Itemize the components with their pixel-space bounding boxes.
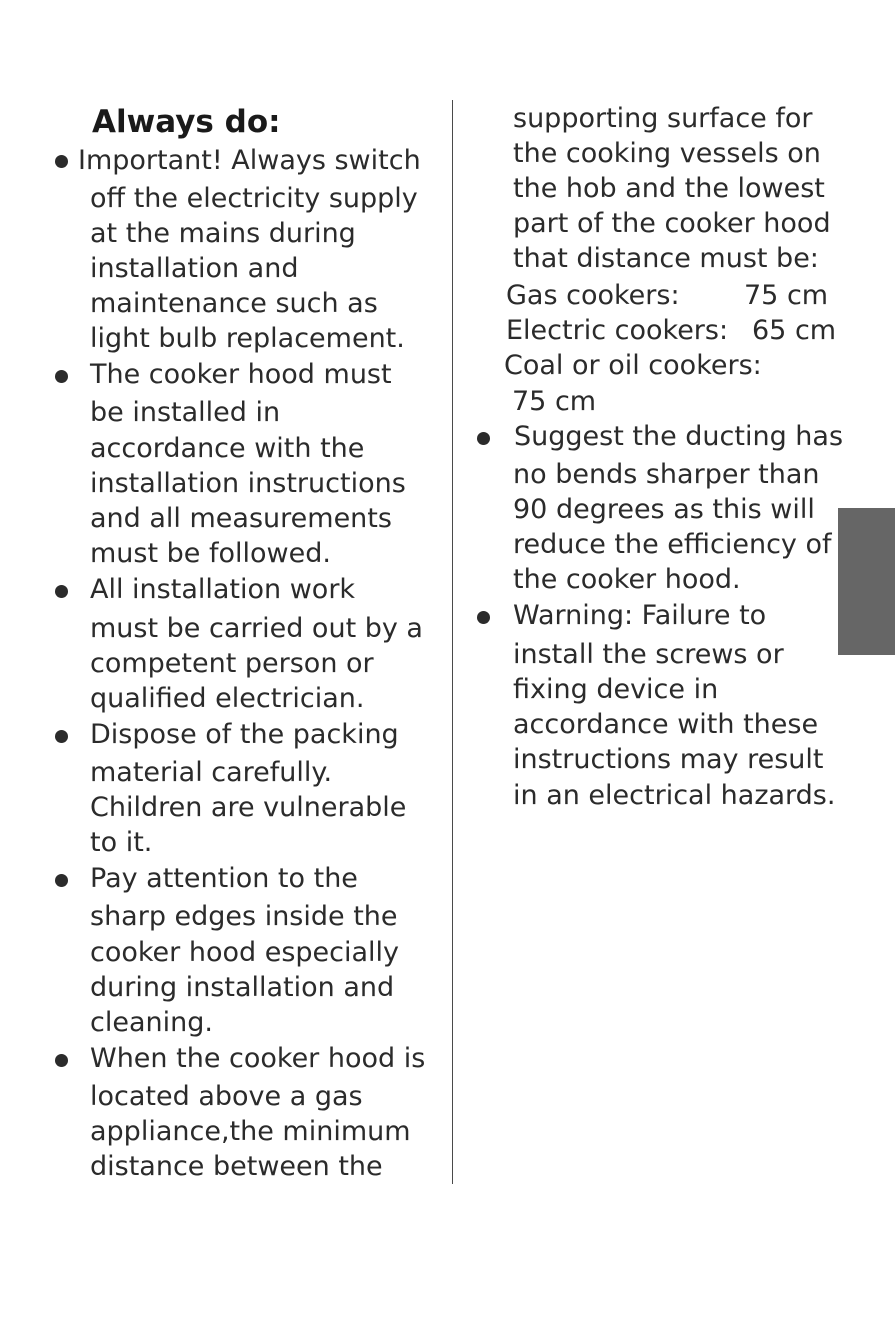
list-item-line: installation instructions — [90, 468, 406, 499]
measurement-value: 65 cm — [752, 315, 837, 346]
list-item-line: be installed in — [90, 397, 281, 428]
list-item-line: light bulb replacement. — [90, 323, 405, 354]
bullet-icon — [55, 155, 68, 168]
list-item-line: maintenance such as — [90, 288, 378, 319]
list-item-line: sharp edges inside the — [90, 901, 398, 932]
list-item-line: Important! Always switch — [78, 145, 421, 176]
bullet-icon — [477, 611, 490, 624]
bullet-icon — [55, 1054, 68, 1067]
list-item-line: to it. — [90, 827, 153, 858]
list-item-line: must be carried out by a — [90, 613, 423, 644]
bullet-icon — [55, 370, 68, 383]
continuation-line: the hob and the lowest — [513, 173, 825, 204]
list-item-line: in an electrical hazards. — [513, 780, 836, 811]
list-item-line: Children are vulnerable — [90, 792, 407, 823]
list-item-line: fixing device in — [513, 674, 719, 705]
measurement-label: Electric cookers: — [506, 315, 729, 346]
list-item-line: installation and — [90, 253, 299, 284]
list-item-line: and all measurements — [90, 503, 392, 534]
list-item-line: cooker hood especially — [90, 937, 400, 968]
list-item-line: at the mains during — [90, 218, 356, 249]
list-item-line: qualified electrician. — [90, 683, 365, 714]
list-item-line: instructions may result — [513, 744, 824, 775]
list-item-line: The cooker hood must — [90, 359, 392, 390]
list-item-line: accordance with these — [513, 709, 819, 740]
measurement-value: 75 cm — [744, 280, 829, 311]
list-item-line: distance between the — [90, 1151, 383, 1182]
bullet-icon — [477, 432, 490, 445]
list-item-line: When the cooker hood is — [90, 1043, 426, 1074]
list-item-line: must be followed. — [90, 538, 331, 569]
list-item-line: Warning: Failure to — [513, 600, 767, 631]
list-item-line: competent person or — [90, 648, 374, 679]
continuation-line: the cooking vessels on — [513, 138, 821, 169]
list-item-line: cleaning. — [90, 1007, 213, 1038]
list-item-line: accordance with the — [90, 433, 365, 464]
list-item-line: located above a gas — [90, 1081, 363, 1112]
list-item-line: during installation and — [90, 972, 395, 1003]
section-heading: Always do: — [92, 104, 281, 140]
list-item-line: Dispose of the packing — [90, 719, 399, 750]
continuation-line: that distance must be: — [513, 243, 819, 274]
continuation-line: part of the cooker hood — [513, 208, 831, 239]
list-item-line: Suggest the ducting has — [514, 421, 844, 452]
column-divider — [452, 100, 453, 1184]
list-item-line: reduce the efficiency of — [513, 529, 832, 560]
section-tab-marker — [838, 508, 895, 655]
list-item-line: appliance,the minimum — [90, 1116, 411, 1147]
list-item-line: install the screws or — [513, 639, 784, 670]
bullet-icon — [55, 585, 68, 598]
bullet-icon — [55, 874, 68, 887]
bullet-icon — [55, 730, 68, 743]
measurement-value: 75 cm — [512, 386, 597, 417]
measurement-label: Coal or oil cookers: — [504, 350, 762, 381]
list-item-line: 90 degrees as this will — [513, 494, 815, 525]
list-item-line: Pay attention to the — [90, 863, 358, 894]
list-item-line: no bends sharper than — [513, 459, 820, 490]
list-item-line: material carefully. — [90, 757, 333, 788]
continuation-line: supporting surface for — [513, 103, 813, 134]
list-item-line: off the electricity supply — [90, 183, 418, 214]
measurement-label: Gas cookers: — [506, 280, 680, 311]
list-item-line: the cooker hood. — [513, 564, 741, 595]
list-item-line: All installation work — [90, 574, 356, 605]
